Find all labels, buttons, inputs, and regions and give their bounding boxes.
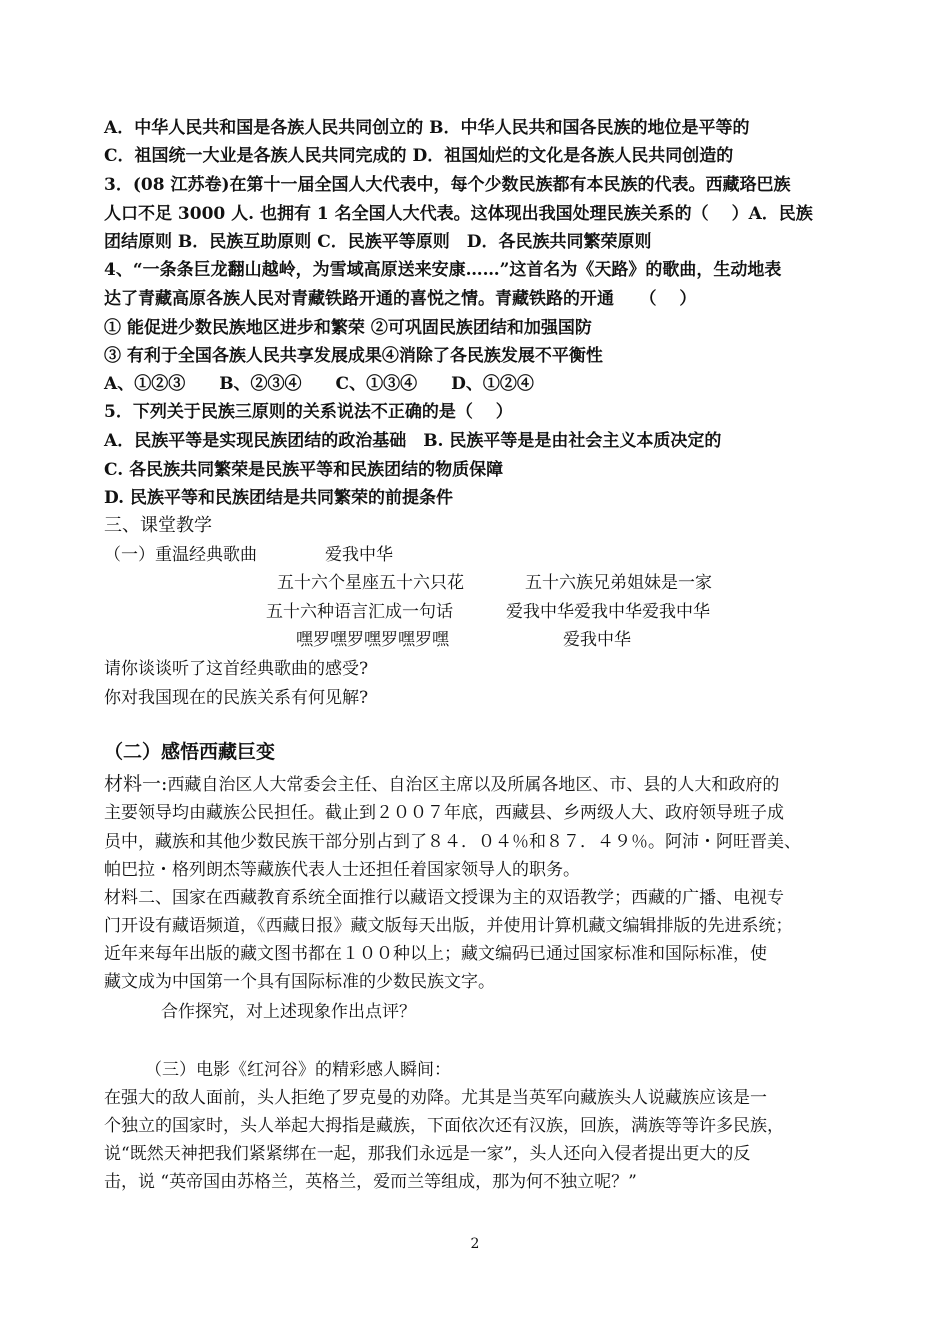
film-line4: 击，说 “英帝国由苏格兰，英格兰，爱而兰等组成，那为何不独立呢？” [104, 1172, 637, 1192]
material1-line1 [104, 773, 779, 796]
q4-item-2: ③ 有利于全国各族人民共享发展成果④消除了各民族发展不平衡性 [104, 346, 603, 366]
q3-stem-line2: 人口不足 3000 人. 也拥有 1 名全国人大代表。这体现出我国处理民族关系的（ ）A．民族 [104, 204, 813, 224]
q4-stem-line2: 达了青藏高原各族人民对青藏铁路开通的喜悦之情。青藏铁路的开通 （ ） [104, 289, 697, 309]
lyric-line-1b: 五十六族兄弟姐妹是一家 [525, 573, 712, 593]
q5-option-d: D. 民族平等和民族团结是共同繁荣的前提条件 [104, 488, 453, 508]
film-line2: 个独立的国家时，头人举起大拇指是藏族，下面依次还有汉族，回族，满族等等许多民族， [104, 1116, 784, 1136]
material2-line4: 藏文成为中国第一个具有国际标准的少数民族文字。 [104, 972, 495, 992]
material1-line2: 主要领导均由藏族公民担任。截止到２００７年底，西藏县、乡两级人大、政府领导班子成 [104, 803, 784, 823]
prompt-song-feeling: 请你谈谈听了这首经典歌曲的感受? [104, 659, 369, 679]
part2-title: （二）感悟西藏巨变 [104, 741, 276, 763]
discussion-prompt: 合作探究，对上述现象作出点评？ [161, 1002, 416, 1022]
material1-label: 材料一: [104, 773, 168, 795]
prompt-ethnic-relations: 你对我国现在的民族关系有何见解? [104, 688, 369, 708]
q5-stem: 5．下列关于民族三原则的关系说法不正确的是（ ） [104, 402, 513, 422]
q2-options-ab: A．中华人民共和国是各族人民共同创立的 B．中华人民共和国各民族的地位是平等的 [104, 118, 750, 138]
lyric-line-2b: 爱我中华爱我中华爱我中华 [506, 602, 710, 622]
q2-options-cd: C．祖国统一大业是各族人民共同完成的 D．祖国灿烂的文化是各族人民共同创造的 [104, 146, 734, 166]
section3-heading: 三、课堂教学 [104, 515, 212, 536]
material2-line2: 门开设有藏语频道，《西藏日报》藏文版每天出版，并使用计算机藏文编辑排版的先进系统； [104, 916, 793, 936]
material2-line1: 材料二、国家在西藏教育系统全面推行以藏语文授课为主的双语教学；西藏的广播、电视专 [104, 888, 784, 908]
lyric-line-2a: 五十六种语言汇成一句话 [266, 602, 453, 622]
q4-item-1: ① 能促进少数民族地区进步和繁荣 ②可巩固民族团结和加强国防 [104, 318, 592, 338]
page-number: 2 [470, 1236, 480, 1252]
material1-line3: 员中，藏族和其他少数民族干部分别占到了８４．０４％和８７．４９％。阿沛・阿旺晋美、 [104, 832, 801, 852]
q3-options: 团结原则 B．民族互助原则 C．民族平等原则 D．各民族共同繁荣原则 [104, 232, 652, 252]
q5-option-c: C. 各民族共同繁荣是民族平等和民族团结的物质保障 [104, 460, 504, 480]
part3-title: （三）电影《红河谷》的精彩感人瞬间： [145, 1060, 451, 1080]
part1-title: （一）重温经典歌曲 爱我中华 [104, 545, 393, 565]
material1-line4: 帕巴拉・格列朗杰等藏族代表人士还担任着国家领导人的职务。 [104, 860, 580, 880]
lyric-line-3b: 爱我中华 [563, 630, 631, 650]
q4-stem-line1: 4、“一条条巨龙翻山越岭，为雪域高原送来安康……”这首名为《天路》的歌曲，生动地表 [104, 260, 782, 280]
q3-stem-line1: 3．(08 江苏卷)在第十一届全国人大代表中，每个少数民族都有本民族的代表。西藏珞巴族 [104, 175, 791, 195]
q4-options: A、①②③ B、②③④ C、①③④ D、①②④ [104, 374, 534, 394]
q5-options-ab: A．民族平等是实现民族团结的政治基础 B. 民族平等是是由社会主义本质决定的 [104, 431, 722, 451]
lyric-line-3a: 嘿罗嘿罗嘿罗嘿罗嘿 [296, 630, 449, 650]
lyric-line-1a: 五十六个星座五十六只花 [277, 573, 464, 593]
film-line1: 在强大的敌人面前，头人拒绝了罗克曼的劝降。尤其是当英军向藏族头人说藏族应该是一 [104, 1088, 767, 1108]
material1-text: 西藏自治区人大常委会主任、自治区主席以及所属各地区、市、县的人大和政府的 [167, 775, 780, 795]
film-line3: 说“既然天神把我们紧紧绑在一起，那我们永远是一家”，头人还向入侵者提出更大的反 [104, 1144, 751, 1164]
material2-line3: 近年来每年出版的藏文图书都在１００种以上；藏文编码已通过国家标准和国际标准，使 [104, 944, 767, 964]
